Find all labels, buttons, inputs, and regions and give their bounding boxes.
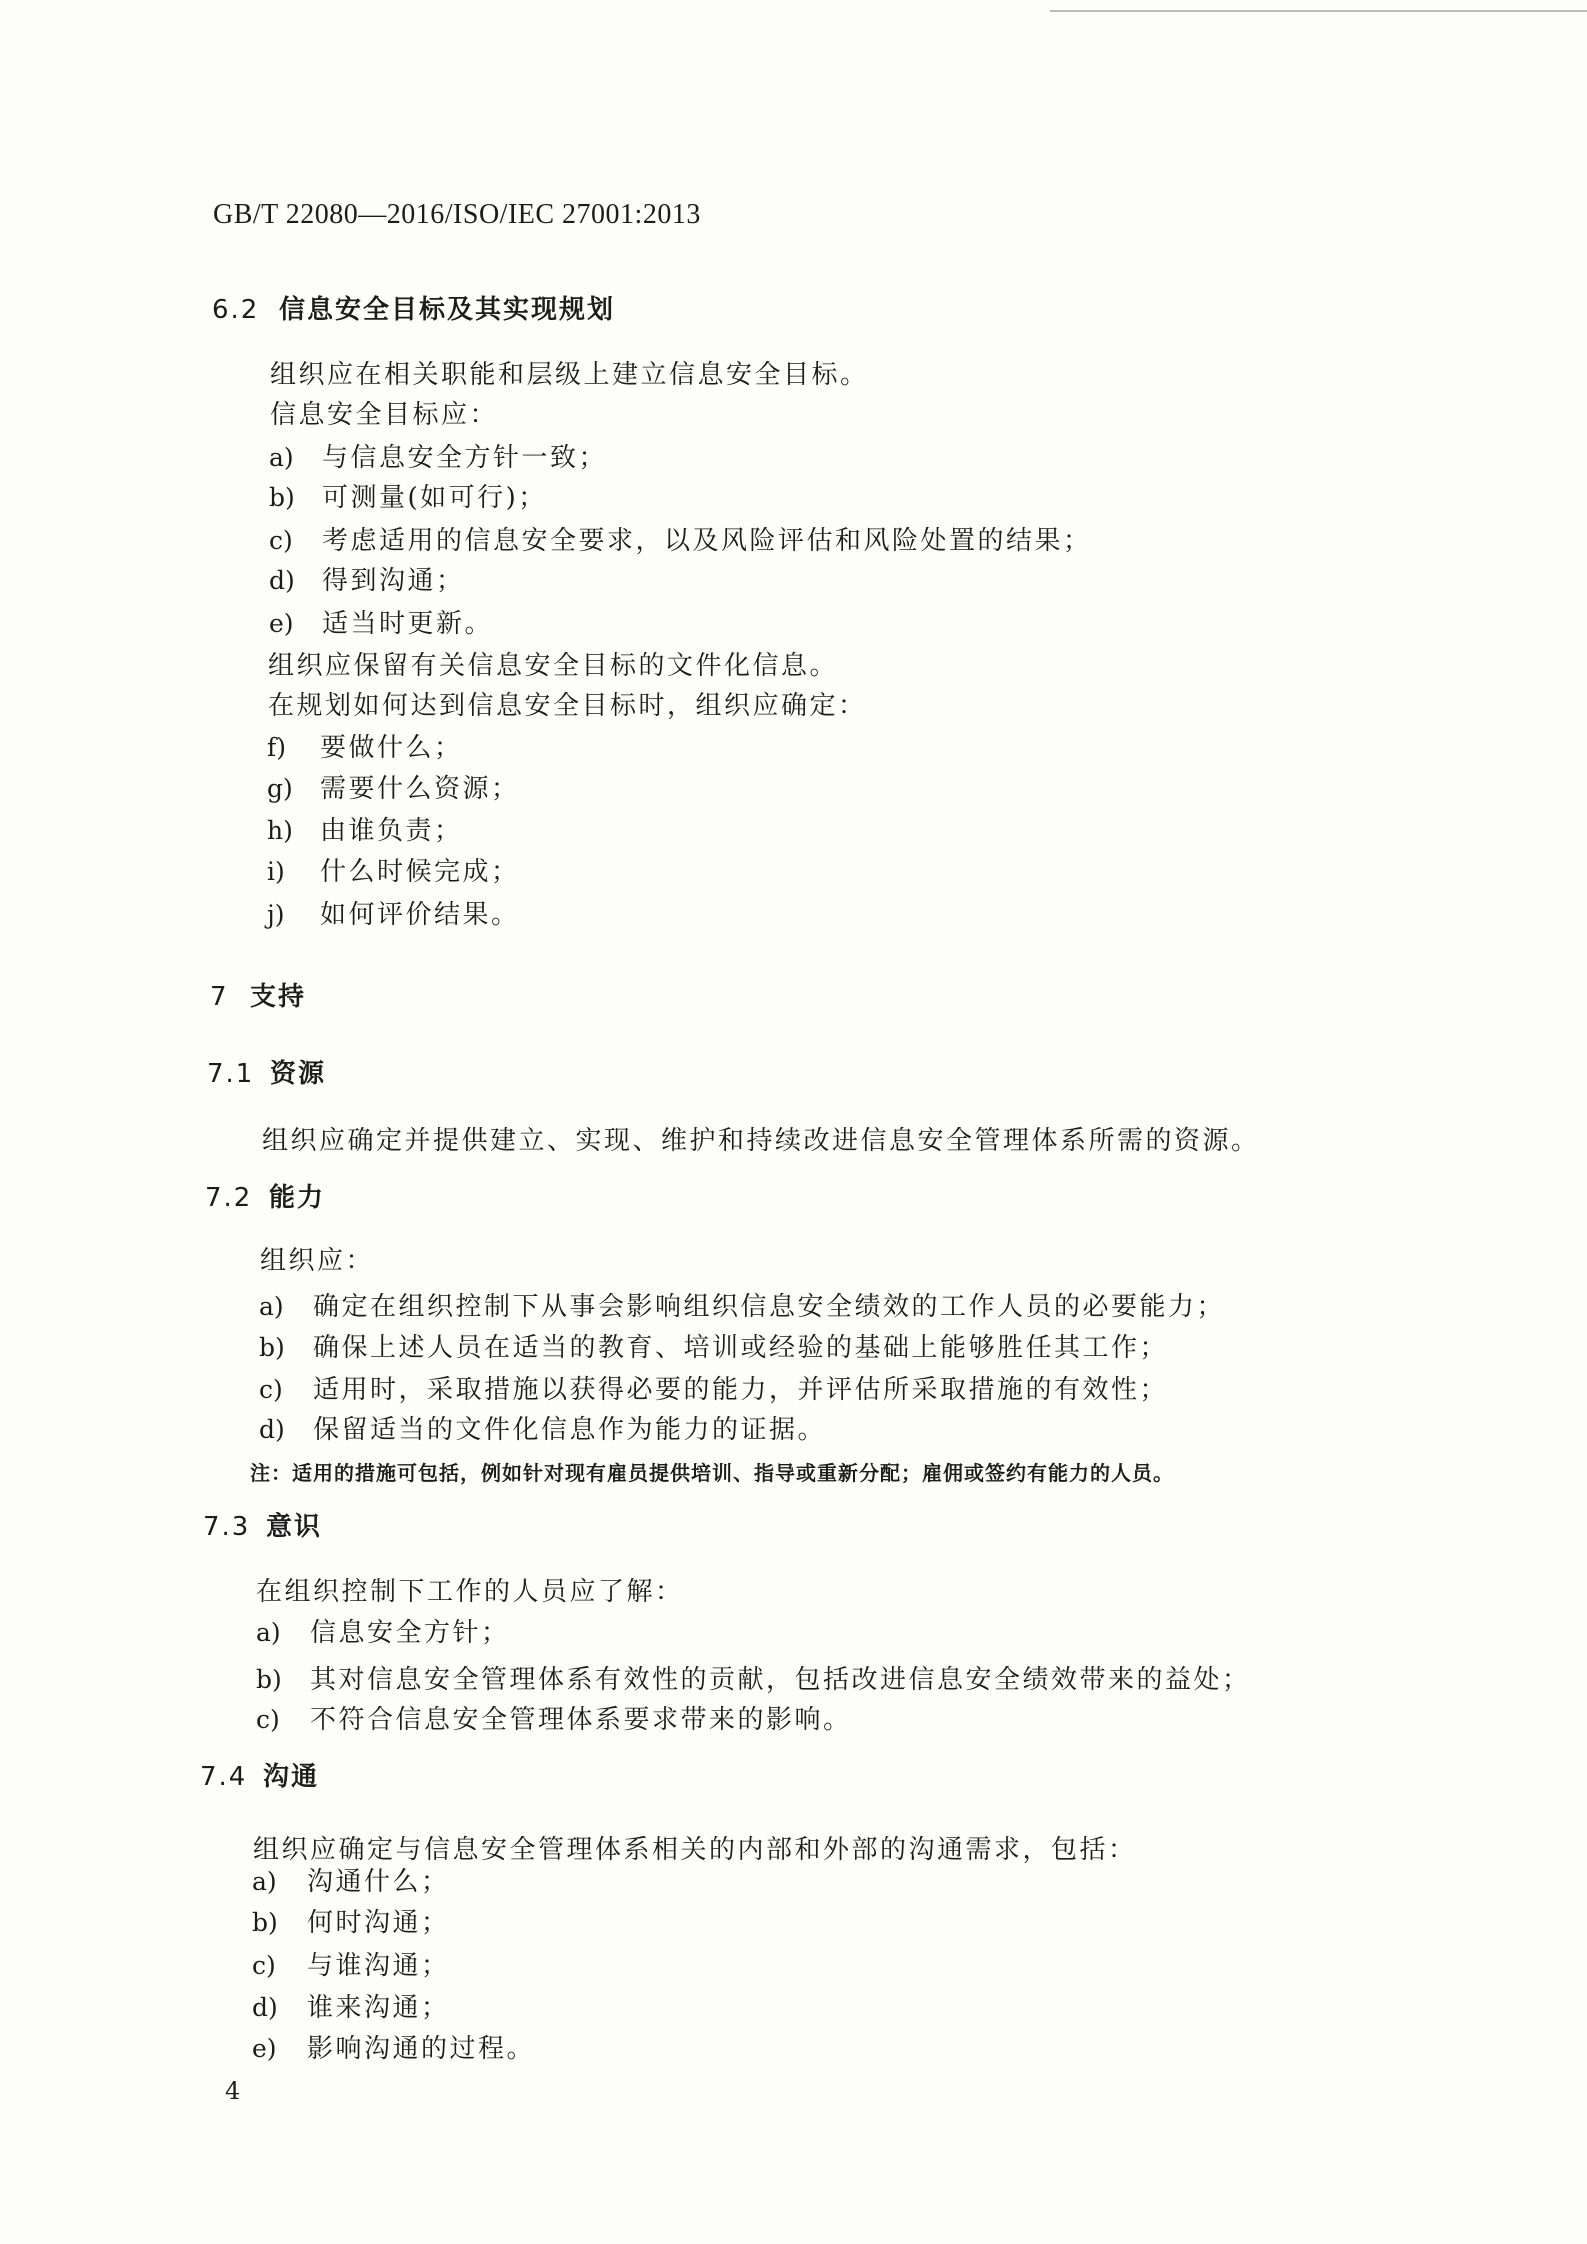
- list-label: a): [252, 1867, 277, 1896]
- list-item: 谁来沟通；: [307, 1993, 450, 2023]
- paragraph: 组织应保留有关信息安全目标的文件化信息。: [268, 651, 839, 681]
- list-item: 影响沟通的过程。: [307, 2034, 536, 2064]
- list-label: d): [269, 566, 295, 595]
- list-item: 与信息安全方针一致；: [322, 443, 608, 473]
- list-item: 如何评价结果。: [320, 900, 520, 930]
- list-label: i): [267, 857, 285, 886]
- section-number: 7: [210, 982, 229, 1012]
- list-item: 沟通什么；: [307, 1867, 450, 1897]
- list-item: 由谁负责；: [320, 816, 463, 846]
- list-item: 适当时更新。: [322, 609, 494, 639]
- section-number: 7.2: [205, 1183, 253, 1213]
- list-item: 要做什么；: [320, 733, 463, 763]
- list-item: 考虑适用的信息安全要求，以及风险评估和风险处置的结果；: [322, 526, 1092, 556]
- list-label: h): [267, 816, 293, 845]
- list-label: e): [252, 2034, 277, 2063]
- list-item: 适用时，采取措施以获得必要的能力，并评估所采取措施的有效性；: [313, 1375, 1169, 1405]
- list-label: a): [259, 1292, 284, 1321]
- list-label: a): [256, 1618, 281, 1647]
- list-label: j): [267, 900, 285, 929]
- note: 注：适用的措施可包括，例如针对现有雇员提供培训、指导或重新分配；雇佣或签约有能力的人员。: [250, 1461, 1174, 1485]
- list-label: c): [259, 1375, 283, 1404]
- page-number: 4: [225, 2077, 243, 2105]
- list-label: a): [269, 443, 294, 472]
- standard-header: GB/T 22080—2016/ISO/IEC 27001:2013: [213, 199, 701, 230]
- list-label: b): [252, 1908, 278, 1937]
- section-number: 6.2: [212, 295, 260, 325]
- section-number: 7.4: [200, 1762, 248, 1792]
- paragraph: 在组织控制下工作的人员应了解：: [256, 1577, 684, 1607]
- list-item: 不符合信息安全管理体系要求带来的影响。: [310, 1705, 852, 1735]
- list-label: e): [269, 609, 294, 638]
- section-title: 支持: [250, 982, 307, 1012]
- list-item: 什么时候完成；: [320, 857, 520, 887]
- list-label: f): [267, 733, 287, 762]
- list-label: b): [269, 483, 295, 512]
- paragraph: 组织应确定与信息安全管理体系相关的内部和外部的沟通需求，包括：: [253, 1835, 1137, 1865]
- list-item: 信息安全方针；: [310, 1618, 510, 1648]
- list-item: 保留适当的文件化信息作为能力的证据。: [313, 1415, 827, 1445]
- section-number: 7.1: [207, 1059, 255, 1089]
- list-label: c): [269, 526, 293, 555]
- list-label: c): [256, 1705, 280, 1734]
- list-label: g): [267, 774, 293, 803]
- list-label: d): [259, 1415, 285, 1444]
- paragraph: 组织应：: [260, 1246, 375, 1276]
- paragraph: 组织应在相关职能和层级上建立信息安全目标。: [270, 360, 869, 390]
- section-number: 7.3: [203, 1512, 251, 1542]
- list-item: 得到沟通；: [322, 566, 465, 596]
- section-title: 意识: [266, 1512, 323, 1542]
- list-label: b): [259, 1333, 285, 1362]
- paragraph: 在规划如何达到信息安全目标时，组织应确定：: [268, 691, 867, 721]
- scan-edge-line: [1050, 10, 1587, 12]
- list-label: d): [252, 1993, 278, 2022]
- list-item: 与谁沟通；: [307, 1951, 450, 1981]
- section-title: 资源: [270, 1059, 327, 1089]
- list-item: 其对信息安全管理体系有效性的贡献，包括改进信息安全绩效带来的益处；: [310, 1665, 1251, 1695]
- list-item: 可测量(如可行)；: [322, 483, 547, 513]
- list-label: b): [256, 1665, 282, 1694]
- section-title: 信息安全目标及其实现规划: [279, 295, 616, 325]
- section-title: 沟通: [263, 1762, 320, 1792]
- section-title: 能力: [269, 1183, 326, 1213]
- list-item: 确保上述人员在适当的教育、培训或经验的基础上能够胜任其工作；: [313, 1333, 1169, 1363]
- paragraph: 组织应确定并提供建立、实现、维护和持续改进信息安全管理体系所需的资源。: [262, 1126, 1260, 1156]
- list-item: 需要什么资源；: [320, 774, 520, 804]
- list-item: 确定在组织控制下从事会影响组织信息安全绩效的工作人员的必要能力；: [313, 1292, 1226, 1322]
- list-label: c): [252, 1951, 276, 1980]
- paragraph: 信息安全目标应：: [270, 400, 499, 430]
- list-item: 何时沟通；: [307, 1908, 450, 1938]
